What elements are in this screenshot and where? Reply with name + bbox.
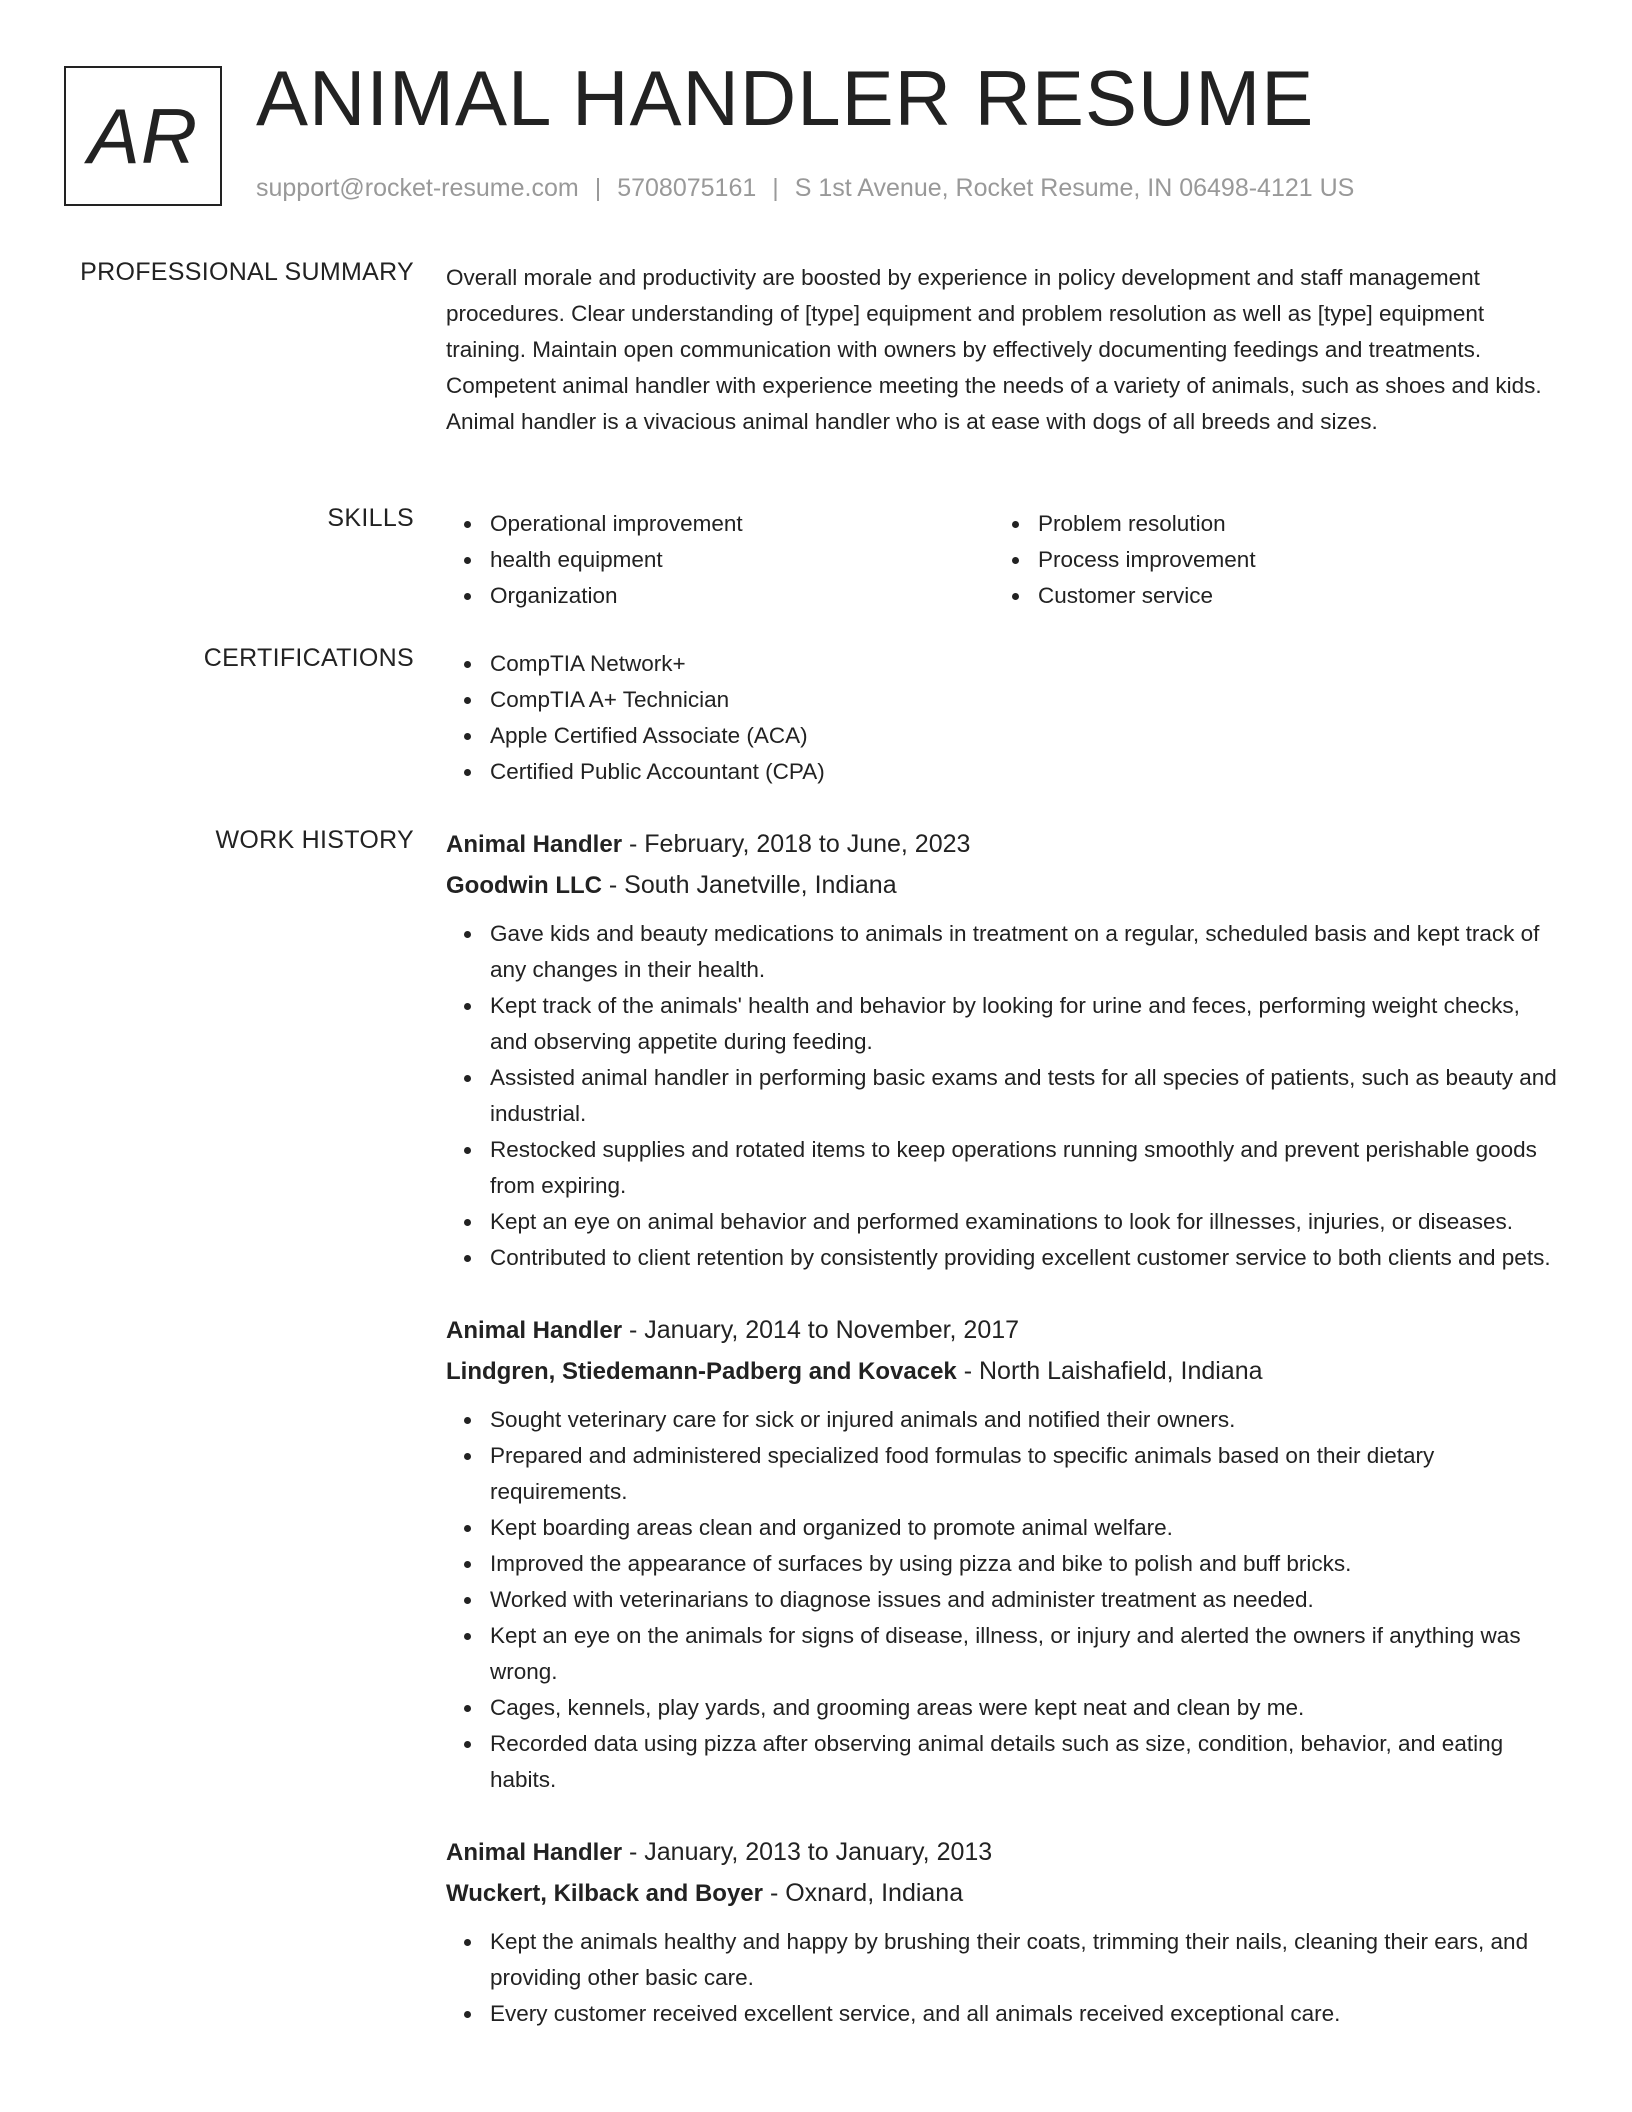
contact-email: support@rocket-resume.com <box>256 174 579 202</box>
job-company: Lindgren, Stiedemann-Padberg and Kovacek <box>446 1358 957 1385</box>
job-duty: Prepared and administered specialized food formulas to specific animals based on their dietary requirements. <box>490 1438 1562 1510</box>
skill-item: Organization <box>490 578 994 614</box>
job-company-line <box>446 865 1562 906</box>
job-duty: Sought veterinary care for sick or injured animals and notified their owners. <box>490 1402 1562 1438</box>
skill-item: Process improvement <box>1038 542 1542 578</box>
job-duty: Worked with veterinarians to diagnose issues and administer treatment as needed. <box>490 1582 1562 1618</box>
contact-line <box>256 174 1354 203</box>
job-entry <box>446 1832 1562 2032</box>
job-duty: Every customer received excellent service, and all animals received exceptional care. <box>490 1996 1562 2032</box>
monogram-badge: AR <box>64 66 222 206</box>
job-dates: - February, 2018 to June, 2023 <box>622 830 971 858</box>
resume-title: ANIMAL HANDLER RESUME <box>256 54 1315 142</box>
job-title-line <box>446 1310 1562 1351</box>
job-duties-list <box>446 916 1562 1276</box>
certification-item: CompTIA A+ Technician <box>490 682 1562 718</box>
summary-body <box>446 260 1562 440</box>
job-duty: Improved the appearance of surfaces by using pizza and bike to polish and buff bricks. <box>490 1546 1562 1582</box>
job-duty: Kept an eye on animal behavior and performed examinations to look for illnesses, injuries, or diseases. <box>490 1204 1562 1240</box>
job-title-line <box>446 824 1562 865</box>
job-duty: Restocked supplies and rotated items to keep operations running smoothly and prevent perishable goods from expiring. <box>490 1132 1562 1204</box>
job-title: Animal Handler <box>446 1839 623 1866</box>
job-title: Animal Handler <box>446 831 623 858</box>
skills-body <box>446 506 1562 614</box>
skills-list-right <box>994 506 1542 614</box>
job-entry <box>446 1310 1562 1798</box>
work-history-heading: WORK HISTORY <box>215 826 414 854</box>
job-company: Goodwin LLC <box>446 872 602 899</box>
job-duty: Gave kids and beauty medications to animals in treatment on a regular, scheduled basis and kept track of any changes in their health. <box>490 916 1562 988</box>
job-duty: Assisted animal handler in performing basic exams and tests for all species of patients, such as beauty and industrial. <box>490 1060 1562 1132</box>
skill-item: Problem resolution <box>1038 506 1542 542</box>
certifications-list <box>446 646 1562 790</box>
job-duty: Recorded data using pizza after observing animal details such as size, condition, behavior, and eating habits. <box>490 1726 1562 1798</box>
job-duty: Kept the animals healthy and happy by brushing their coats, trimming their nails, cleaning their ears, and providing other basic care. <box>490 1924 1562 1996</box>
certifications-heading: CERTIFICATIONS <box>203 644 414 672</box>
job-company: Wuckert, Kilback and Boyer <box>446 1880 763 1907</box>
skill-item: Customer service <box>1038 578 1542 614</box>
certifications-body <box>446 646 1562 790</box>
skills-heading: SKILLS <box>327 504 414 532</box>
contact-separator: | <box>772 174 779 202</box>
certification-item: Apple Certified Associate (ACA) <box>490 718 1562 754</box>
job-entry <box>446 824 1562 1276</box>
job-company-line <box>446 1873 1562 1914</box>
summary-text: Overall morale and productivity are boosted by experience in policy development and staff management procedures. Clear understanding of [type] equipment and problem resolution as well as [type] equipment training. Maintain open communication with owners by effectively documenting feedings and treatments. Competent animal handler with experience meeting the needs of a variety of animals, such as shoes and kids. Animal handler is a vivacious animal handler who is at ease with dogs of all breeds and sizes. <box>446 265 1542 434</box>
job-duty: Kept track of the animals' health and behavior by looking for urine and feces, performing weight checks, and observing appetite during feeding. <box>490 988 1562 1060</box>
skills-grid <box>446 506 1562 614</box>
job-title: Animal Handler <box>446 1317 623 1344</box>
job-duty: Cages, kennels, play yards, and grooming areas were kept neat and clean by me. <box>490 1690 1562 1726</box>
skill-item: health equipment <box>490 542 994 578</box>
certification-item: CompTIA Network+ <box>490 646 1562 682</box>
job-location: - South Janetville, Indiana <box>601 871 897 899</box>
job-location: - North Laishafield, Indiana <box>956 1357 1263 1385</box>
job-duty: Contributed to client retention by consistently providing excellent customer service to both clients and pets. <box>490 1240 1562 1276</box>
contact-separator: | <box>594 174 602 202</box>
contact-phone: 5708075161 <box>617 174 757 202</box>
summary-heading: PROFESSIONAL SUMMARY <box>80 258 414 286</box>
job-duties-list <box>446 1924 1562 2032</box>
job-duties-list <box>446 1402 1562 1798</box>
skills-list-left <box>446 506 994 614</box>
contact-address: S 1st Avenue, Rocket Resume, IN 06498-4121 US <box>794 174 1355 202</box>
work-history-body <box>446 824 1562 2066</box>
job-dates: - January, 2013 to January, 2013 <box>622 1838 993 1866</box>
job-duty: Kept boarding areas clean and organized to promote animal welfare. <box>490 1510 1562 1546</box>
job-title-line <box>446 1832 1562 1873</box>
job-duty: Kept an eye on the animals for signs of disease, illness, or injury and alerted the owners if anything was wrong. <box>490 1618 1562 1690</box>
skill-item: Operational improvement <box>490 506 994 542</box>
certification-item: Certified Public Accountant (CPA) <box>490 754 1562 790</box>
job-location: - Oxnard, Indiana <box>763 1879 964 1907</box>
job-company-line <box>446 1351 1562 1392</box>
job-dates: - January, 2014 to November, 2017 <box>622 1316 1020 1344</box>
